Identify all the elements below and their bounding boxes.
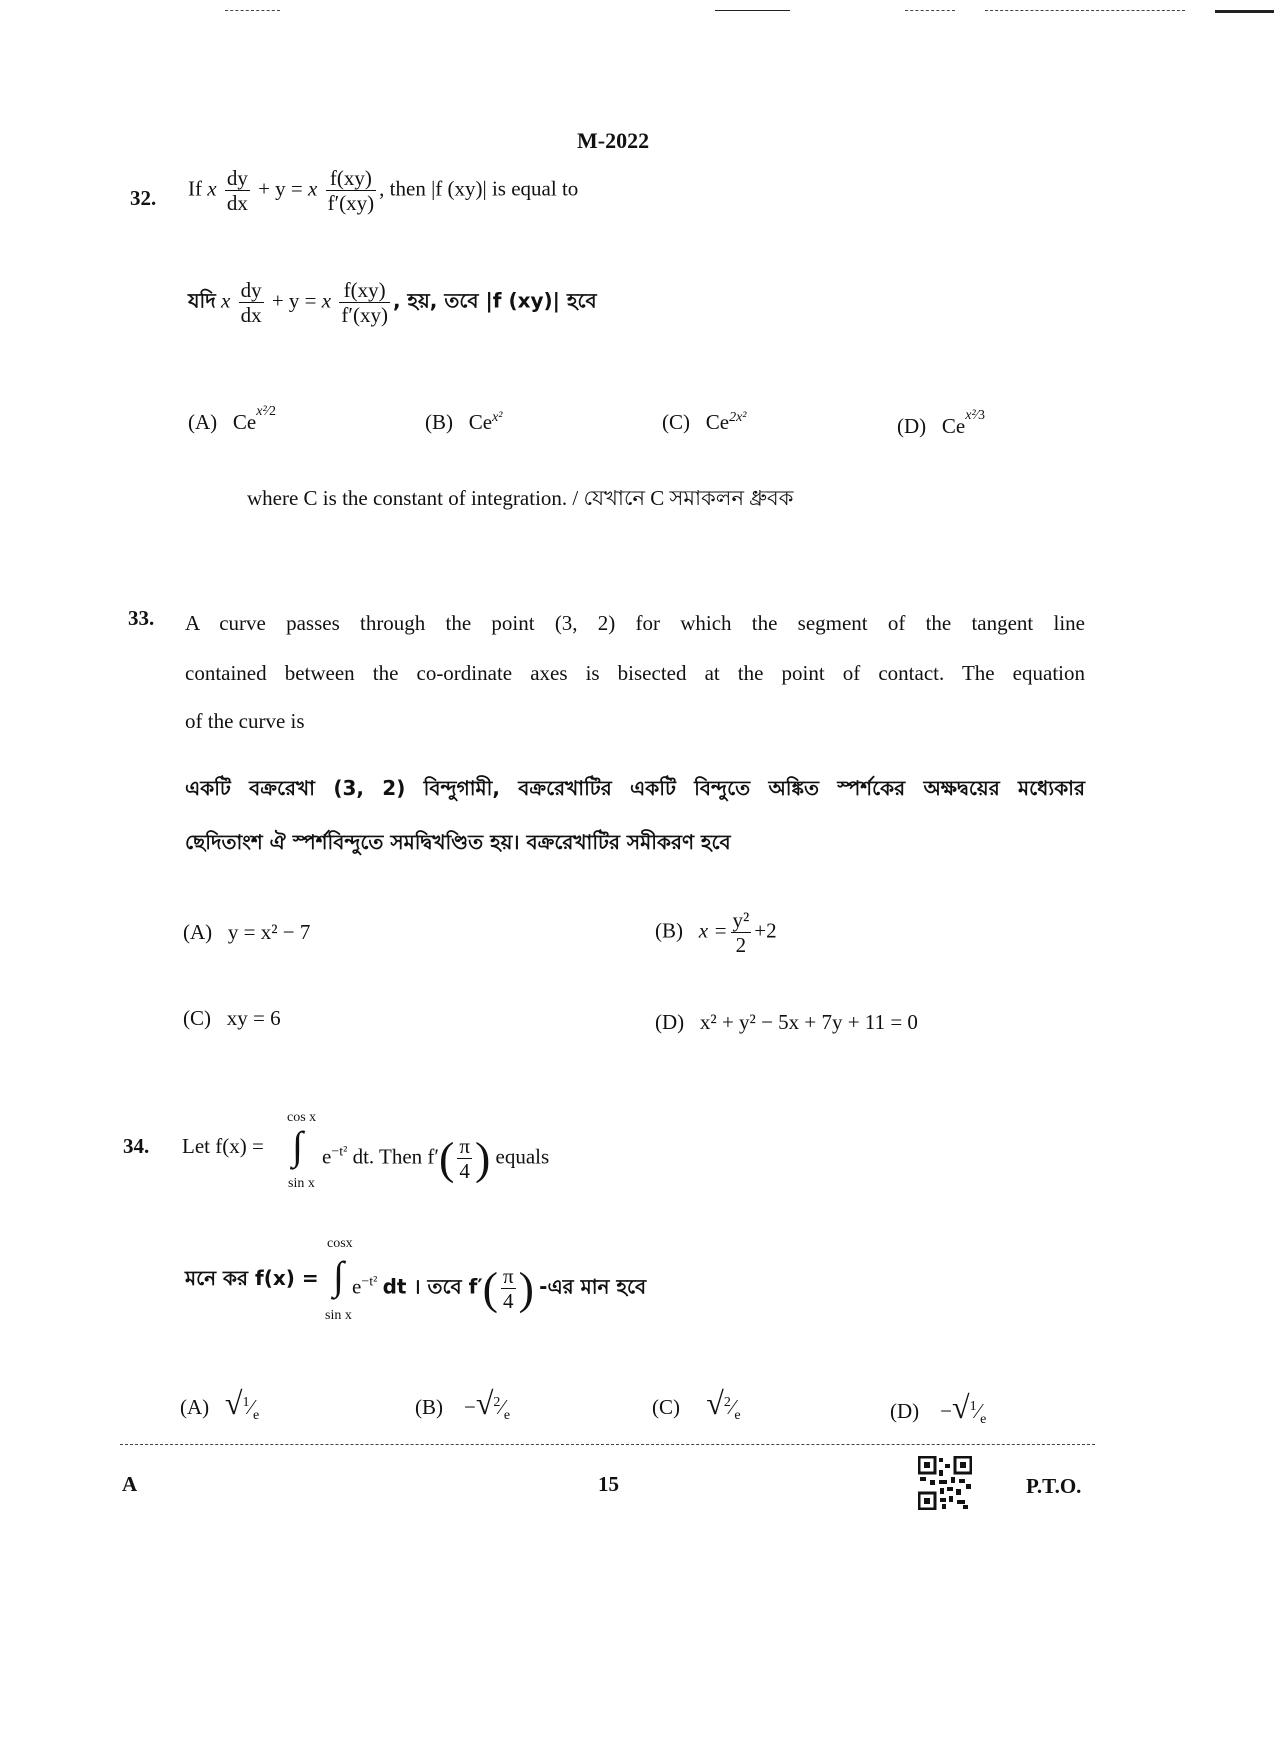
scan-line <box>715 10 790 11</box>
q32-option-b <box>425 410 503 435</box>
frac-num: f(xy) <box>326 166 377 191</box>
sqrt-icon: √ <box>706 1385 724 1421</box>
option-rhs: +2 <box>754 918 777 943</box>
integrand: e <box>322 1144 332 1169</box>
q33-option-c <box>183 1006 281 1031</box>
exp-num: x² <box>965 408 976 423</box>
q34-bn-suffix: -এর মান হবে <box>539 1274 647 1299</box>
q32-x: x <box>221 288 231 313</box>
q32-option-c <box>662 410 747 435</box>
integrand-exp: −t² <box>331 1144 348 1160</box>
pi-over-4 <box>501 1264 516 1313</box>
option-label: (B) <box>425 410 453 434</box>
option-sign: − <box>940 1399 952 1423</box>
option-label: (A) <box>180 1395 210 1419</box>
q34-option-d: (D) $-√^1⁄_e$ <box>890 1389 987 1428</box>
option-label: (D) <box>897 414 927 438</box>
qr-code-icon <box>918 1456 972 1510</box>
q34-option-a: (A) $√^1⁄_e$ <box>180 1385 260 1424</box>
q34-suffix: equals <box>495 1144 550 1169</box>
q34-option-b: (B) $-√^2⁄_e$ <box>415 1385 511 1424</box>
sqrt-num: 1 <box>969 1399 977 1414</box>
frac-num: dy <box>226 166 248 190</box>
q33-bn-line1: একটি বক্ররেখা (3, 2) বিন্দুগামী, বক্ররেখাটির একটি বিন্দুতে অঙ্কিত স্পর্শকের অক্ষদ্বয়ের মধ্যেকার <box>185 776 1085 800</box>
option-base: Ce <box>941 414 966 438</box>
option-text: x² + y² − 5x + 7y + 11 = 0 <box>699 1010 918 1034</box>
frac-num: π <box>459 1134 470 1158</box>
integrand: e <box>352 1274 362 1299</box>
integral-sign: ∫ <box>292 1123 303 1168</box>
set-letter: A <box>122 1472 138 1496</box>
sqrt-num: 2 <box>723 1395 731 1410</box>
frac-den: 4 <box>459 1159 470 1184</box>
integral-sign: ∫ <box>333 1253 344 1298</box>
dy-dx-fraction <box>239 278 264 327</box>
scan-line <box>225 10 280 11</box>
paren: ( <box>482 1262 498 1314</box>
q34-bn-mid: dt । তবে f′ <box>382 1274 483 1299</box>
exp-den: 3 <box>978 408 985 423</box>
q32-english <box>188 166 578 215</box>
f-ratio-fraction <box>339 278 390 327</box>
pto-label: P.T.O. <box>1026 1474 1082 1498</box>
sqrt-num: 1 <box>242 1395 250 1410</box>
q33-option-b <box>655 908 777 957</box>
question-number: 32. <box>130 186 157 210</box>
option-base: Ce <box>232 410 257 434</box>
option-base: Ce <box>705 410 730 434</box>
q32-prefix: If <box>188 176 202 201</box>
qr-code-graphic <box>918 1456 972 1510</box>
q33-en-line1: A curve passes through the point (3, 2) for which the segment of the tangent line <box>185 611 1085 635</box>
integral-lower: sin x <box>288 1176 315 1191</box>
paren: ) <box>474 1132 491 1184</box>
option-text: y = x² − 7 <box>227 920 311 944</box>
q32-x: x <box>321 288 332 313</box>
option-text: xy = 6 <box>226 1006 281 1030</box>
q33-option-a <box>183 920 310 945</box>
option-label: (C) <box>652 1395 680 1419</box>
q32-bn-suffix: , হয়, তবে |f (xy)| হবে <box>392 288 597 313</box>
sqrt-den: e <box>734 1408 741 1424</box>
option-label: (C) <box>183 1006 211 1030</box>
q32-equals: + y = <box>258 176 303 201</box>
option-exp: 2x² <box>729 410 747 425</box>
footer-rule <box>120 1444 1095 1445</box>
q34-en-prefix: Let f(x) = <box>182 1134 264 1158</box>
page-number: 15 <box>598 1472 619 1496</box>
paren: ) <box>518 1262 534 1314</box>
sqrt-icon: √ <box>475 1385 494 1421</box>
f-ratio-fraction <box>326 166 377 215</box>
frac-den: 2 <box>735 933 747 958</box>
integral-lower: sin x <box>325 1308 352 1323</box>
paren: ( <box>439 1132 455 1184</box>
q32-bengali <box>188 278 597 327</box>
pi-over-4 <box>457 1134 472 1183</box>
option-exp: x² <box>492 410 503 425</box>
question-number: 34. <box>123 1134 150 1158</box>
exp-num: x² <box>256 404 267 419</box>
frac-num: π <box>502 1264 514 1288</box>
frac-den: f′(xy) <box>341 303 388 328</box>
q32-x: x <box>308 176 318 201</box>
sqrt-num: 2 <box>493 1395 501 1410</box>
paper-code: M-2022 <box>577 128 650 153</box>
q32-note: where C is the constant of integration. / যেখানে C সমাকলন ধ্রুবক <box>247 486 794 510</box>
option-lhs: x = <box>698 918 728 943</box>
option-fraction <box>731 908 752 957</box>
integral-upper: cos x <box>287 1110 317 1125</box>
integrand-exp: −t² <box>361 1274 378 1290</box>
frac-num: f(xy) <box>339 278 390 303</box>
q34-option-c: (C) $√^2⁄_e$ <box>652 1385 741 1424</box>
question-number: 33. <box>128 606 155 630</box>
option-label: (D) <box>655 1010 685 1034</box>
frac-den: 4 <box>503 1289 514 1314</box>
q32-equals: + y = <box>271 288 317 313</box>
option-label: (B) <box>655 918 683 943</box>
option-label: (A) <box>183 920 213 944</box>
option-label: (C) <box>662 410 690 434</box>
q32-suffix: , then |f (xy)| is equal to <box>379 176 579 201</box>
scan-line <box>985 10 1185 11</box>
q33-option-d <box>655 1010 918 1035</box>
frac-num: y² <box>732 908 750 932</box>
q32-option-a: (A) $Ce^{x^2⁄2}$ <box>188 404 276 434</box>
q32-option-d: (D) $Ce^{x^2⁄3}$ <box>897 408 985 438</box>
exp-den: 2 <box>269 404 276 419</box>
frac-num: dy <box>240 278 262 302</box>
q33-en-line2: contained between the co-ordinate axes is bisected at the point of contact. The equation <box>185 661 1085 685</box>
q34-mid: dt. Then f′ <box>352 1144 440 1169</box>
scan-line <box>1215 10 1274 13</box>
option-label: (D) <box>890 1399 920 1423</box>
frac-den: f′(xy) <box>327 191 375 216</box>
q34-bn-rest <box>352 1264 646 1313</box>
sqrt-icon: √ <box>224 1385 243 1421</box>
q34-bn-prefix: মনে কর f(x) = <box>185 1266 319 1290</box>
option-base: Ce <box>468 410 493 434</box>
q33-en-line3: of the curve is <box>185 709 305 733</box>
q34-en-rest <box>322 1134 549 1183</box>
frac-den: dx <box>240 303 262 328</box>
option-label: (A) <box>188 410 218 434</box>
q33-bn-line2: ছেদিতাংশ ঐ স্পর্শবিন্দুতে সমদ্বিখণ্ডিত হয়। বক্ররেখাটির সমীকরণ হবে <box>185 830 731 854</box>
sqrt-den: e <box>503 1408 511 1424</box>
option-label: (B) <box>415 1395 443 1419</box>
q32-bn-prefix: যদি <box>188 288 216 313</box>
q32-x: x <box>207 176 217 201</box>
dy-dx-fraction <box>225 166 250 215</box>
sqrt-den: e <box>252 1408 260 1424</box>
scan-line <box>905 10 955 11</box>
integral-upper: cosx <box>327 1236 353 1251</box>
sqrt-icon: √ <box>952 1389 970 1425</box>
frac-den: dx <box>226 191 248 216</box>
option-sign: − <box>464 1395 476 1419</box>
sqrt-den: e <box>980 1412 987 1428</box>
